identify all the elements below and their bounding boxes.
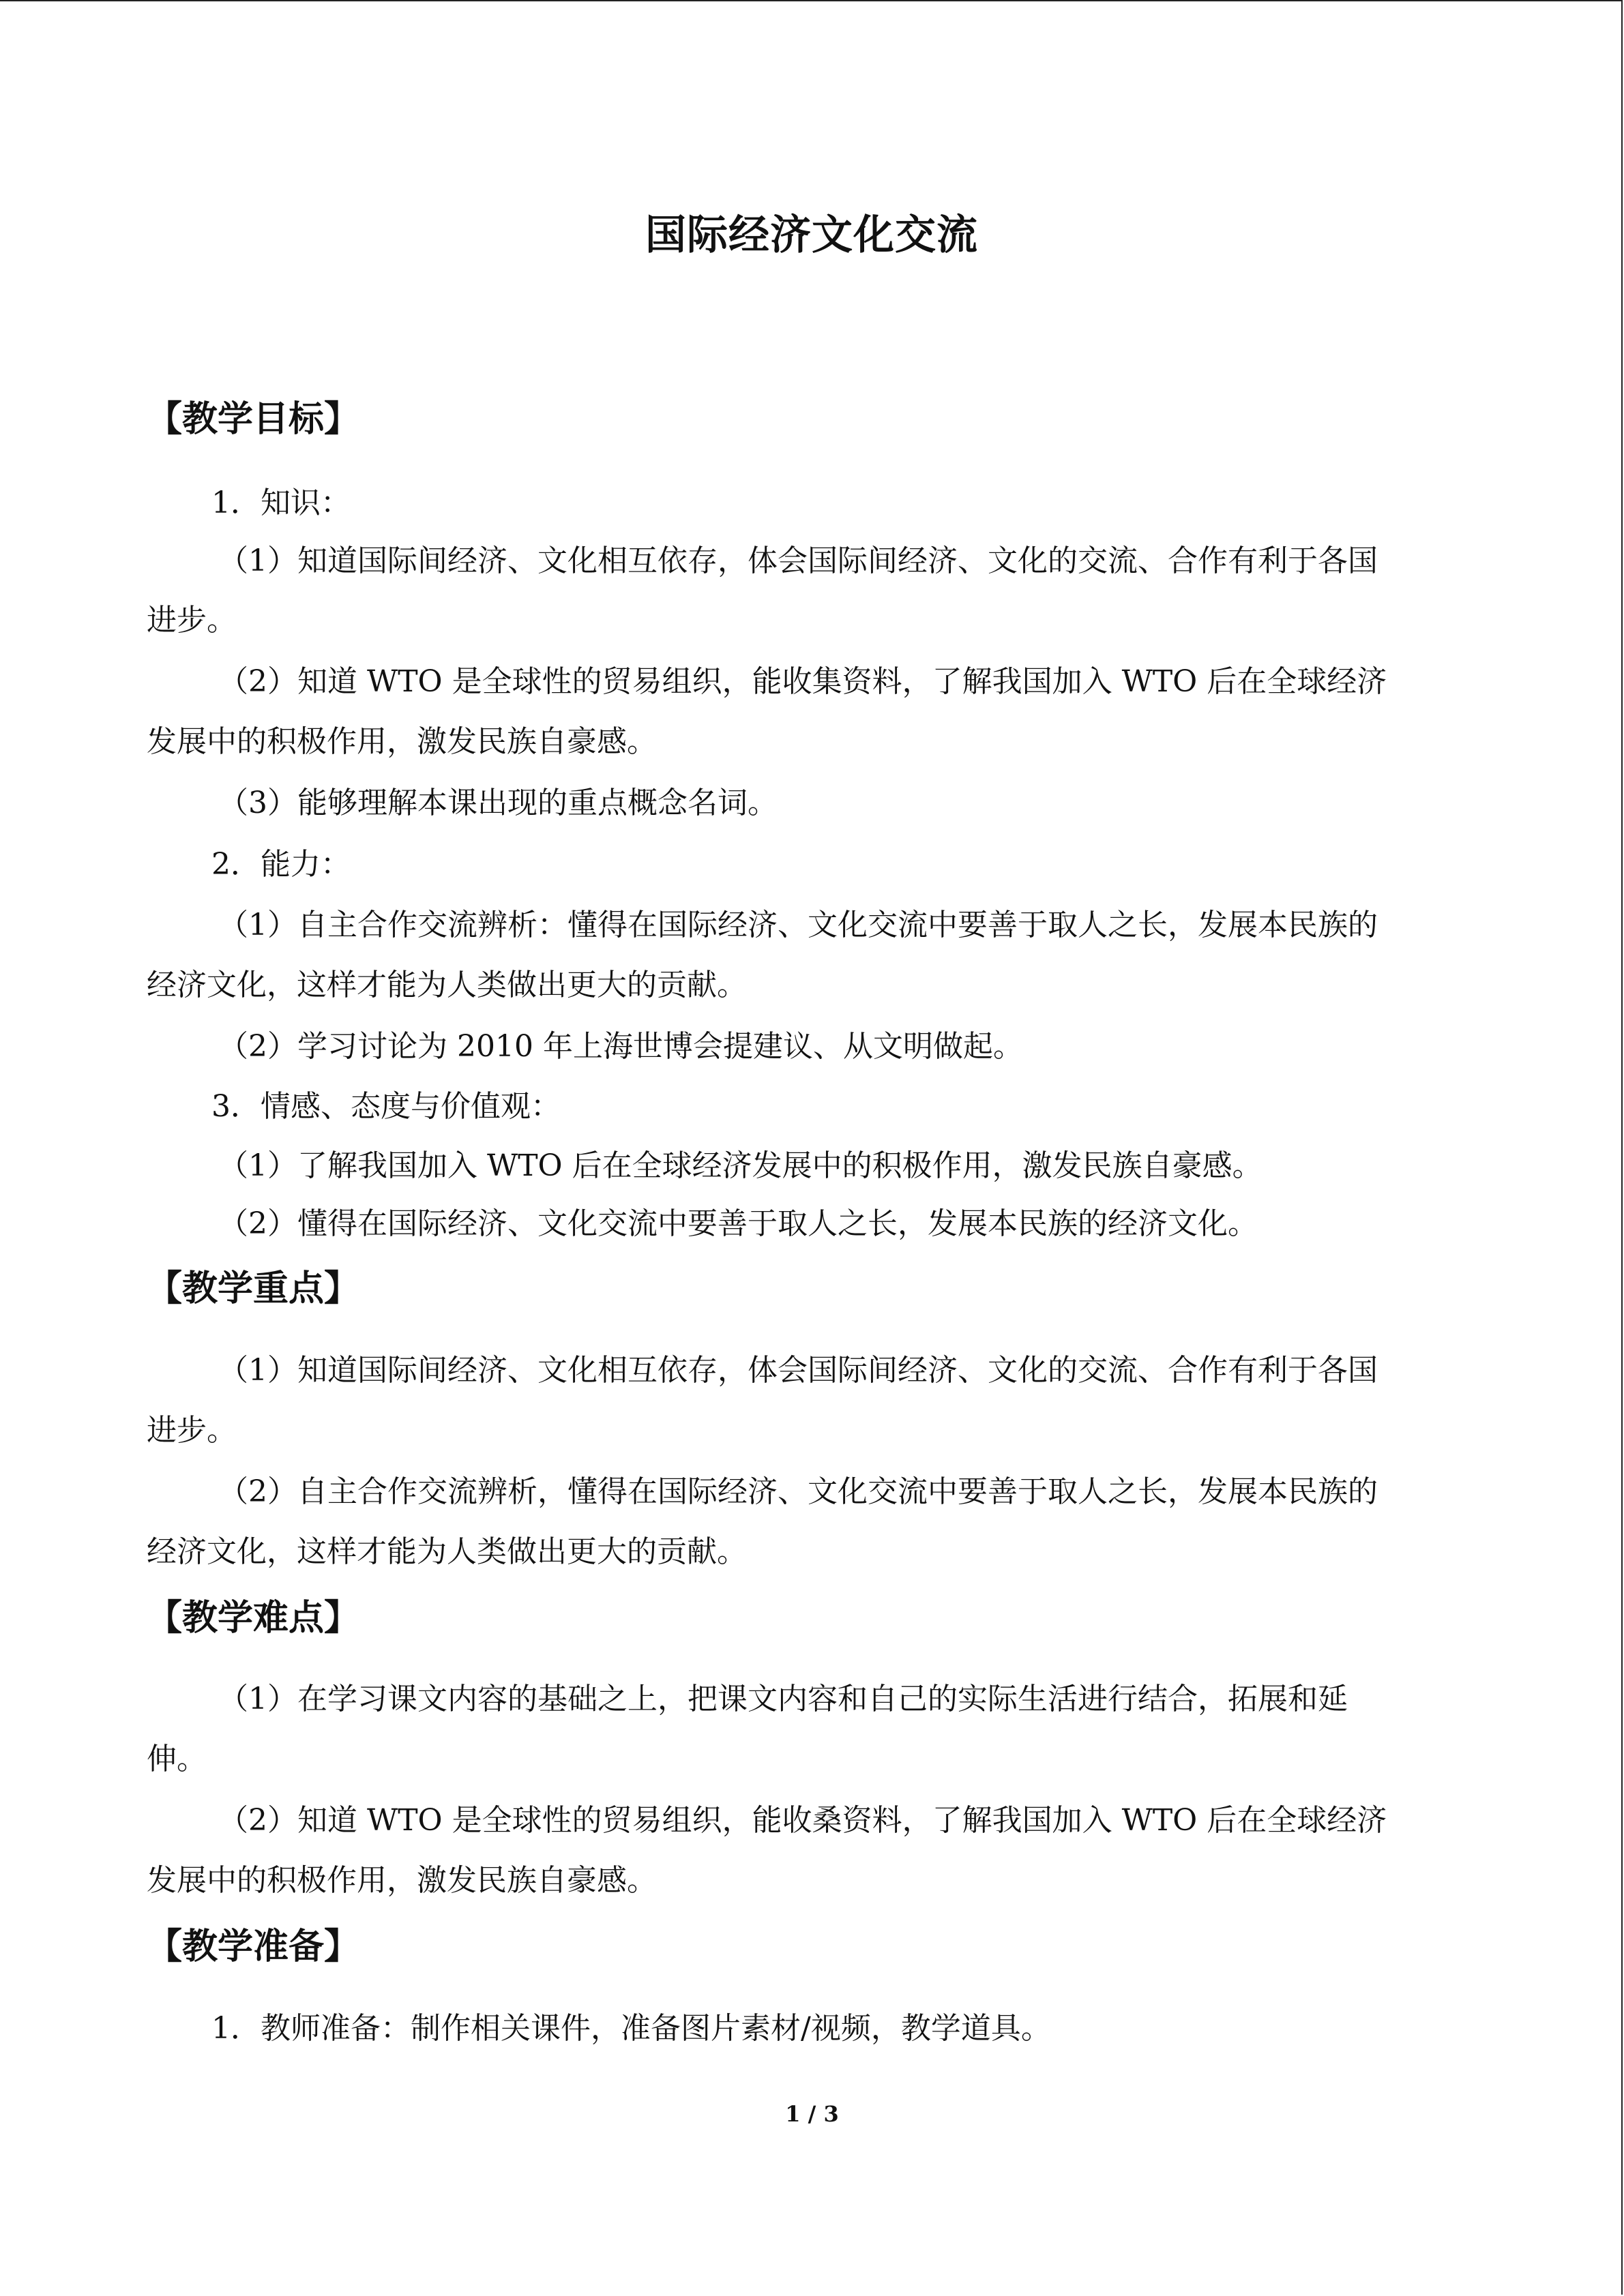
difficulty-1-line-2: 伸。 [147, 1742, 207, 1776]
document-title: 国际经济文化交流 [645, 211, 978, 259]
emotion-label: 3．情感、态度与价值观： [211, 1089, 561, 1124]
ability-item-2: （2）学习讨论为 2010 年上海世博会提建议、从文明做起。 [218, 1029, 1023, 1064]
knowledge-item-1-line-2: 进步。 [147, 603, 237, 638]
section-heading-preparation: 【教学准备】 [147, 1926, 360, 1967]
key-point-1-line-2: 进步。 [147, 1413, 237, 1448]
section-heading-difficulties: 【教学难点】 [147, 1598, 360, 1639]
key-point-2-line-2: 经济文化，这样才能为人类做出更大的贡献。 [147, 1534, 747, 1569]
section-heading-key-points: 【教学重点】 [147, 1268, 360, 1309]
knowledge-item-2-line-2: 发展中的积极作用，激发民族自豪感。 [147, 724, 657, 759]
knowledge-label: 1．知识： [211, 486, 351, 520]
difficulty-1-line-1: （1）在学习课文内容的基础之上，把课文内容和自己的实际生活进行结合，拓展和延 [218, 1682, 1348, 1716]
knowledge-item-2-line-1: （2）知道 WTO 是全球性的贸易组织，能收集资料，了解我国加入 WTO 后在全球经济 [218, 664, 1387, 699]
difficulty-2-line-1: （2）知道 WTO 是全球性的贸易组织，能收桑资料，了解我国加入 WTO 后在全球经济 [218, 1803, 1387, 1838]
ability-label: 2．能力： [211, 847, 351, 882]
ability-item-1-line-1: （1）自主合作交流辨析：懂得在国际经济、文化交流中要善于取人之长，发展本民族的 [218, 908, 1378, 942]
knowledge-item-1-line-1: （1）知道国际间经济、文化相互依存，体会国际间经济、文化的交流、合作有利于各国 [218, 543, 1378, 578]
key-point-1-line-1: （1）知道国际间经济、文化相互依存，体会国际间经济、文化的交流、合作有利于各国 [218, 1353, 1378, 1388]
preparation-item-1: 1．教师准备：制作相关课件，准备图片素材/视频，教学道具。 [211, 2011, 1051, 2046]
emotion-item-2: （2）懂得在国际经济、文化交流中要善于取人之长，发展本民族的经济文化。 [218, 1206, 1258, 1241]
emotion-item-1: （1）了解我国加入 WTO 后在全球经济发展中的积极作用，激发民族自豪感。 [218, 1148, 1263, 1183]
key-point-2-line-1: （2）自主合作交流辨析，懂得在国际经济、文化交流中要善于取人之长，发展本民族的 [218, 1474, 1378, 1509]
difficulty-2-line-2: 发展中的积极作用，激发民族自豪感。 [147, 1863, 657, 1898]
knowledge-item-3: （3）能够理解本课出现的重点概念名词。 [218, 786, 778, 820]
ability-item-1-line-2: 经济文化，这样才能为人类做出更大的贡献。 [147, 968, 747, 1002]
page-number: 1 / 3 [785, 2101, 839, 2127]
section-heading-objectives: 【教学目标】 [147, 399, 360, 440]
